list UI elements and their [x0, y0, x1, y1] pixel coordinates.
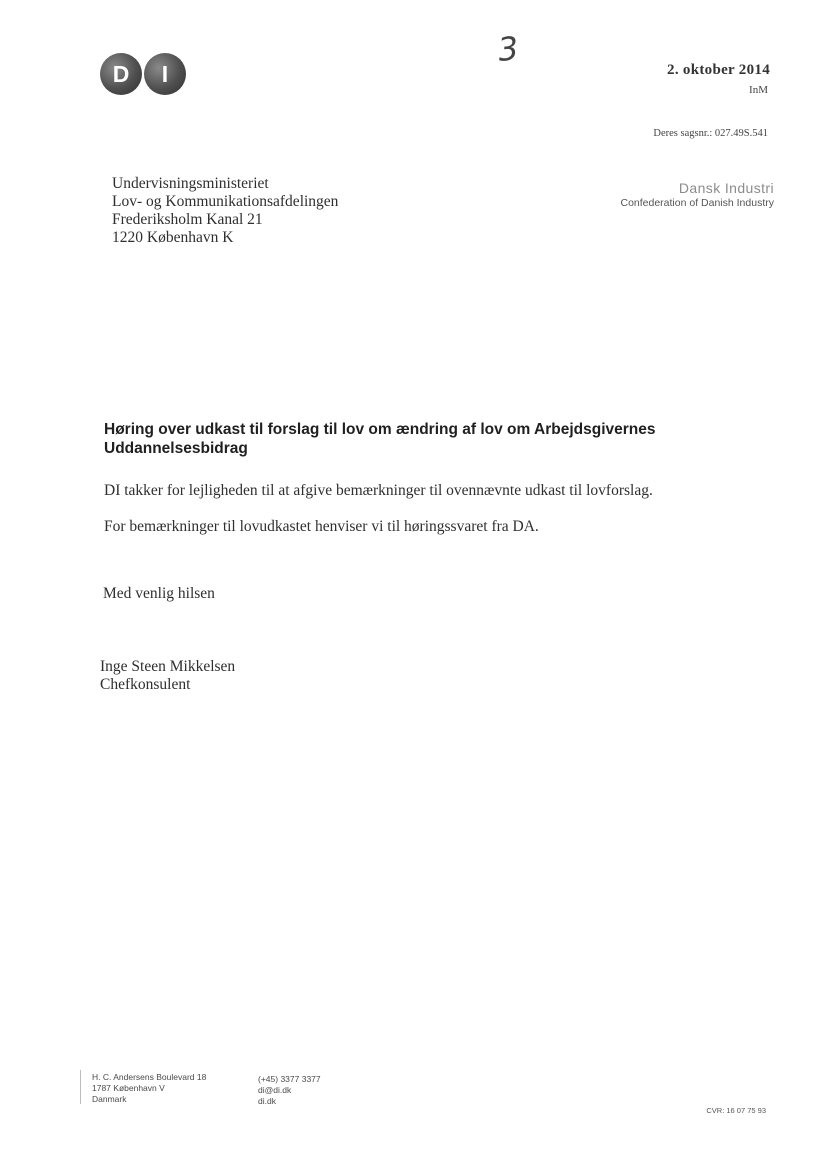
- cvr-number: CVR: 16 07 75 93: [706, 1106, 766, 1115]
- sender-initials: InM: [749, 84, 768, 96]
- body-paragraph: DI takker for lejligheden til at afgive bemærkninger til ovennævnte udkast til lovforslag.: [104, 482, 653, 499]
- footer-address-line: 1787 København V: [92, 1083, 165, 1093]
- signatory-name: Inge Steen Mikkelsen: [100, 658, 236, 675]
- footer-address: [92, 1072, 206, 1105]
- body-paragraph: For bemærkninger til lovudkastet henviser vi til høringssvaret fra DA.: [104, 518, 539, 535]
- footer-email: di@di.dk: [258, 1085, 292, 1095]
- address-line: 1220 København K: [112, 229, 234, 246]
- closing-greeting: Med venlig hilsen: [103, 585, 215, 602]
- address-line: Undervisningsministeriet: [112, 175, 269, 192]
- footer-phone: (+45) 3377 3377: [258, 1074, 321, 1084]
- address-line: Lov- og Kommunikationsafdelingen: [112, 193, 339, 210]
- address-line: Frederiksholm Kanal 21: [112, 211, 263, 228]
- footer-contact: [258, 1074, 321, 1107]
- logo-disc-d: D: [100, 53, 142, 95]
- organization-subtitle: Confederation of Danish Industry: [620, 197, 774, 209]
- footer-address-line: H. C. Andersens Boulevard 18: [92, 1072, 207, 1082]
- recipient-address: [112, 175, 338, 247]
- organization-block: [620, 180, 774, 209]
- footer-address-line: Danmark: [92, 1094, 127, 1104]
- di-logo: [100, 53, 188, 97]
- organization-name: Dansk Industri: [678, 180, 774, 196]
- letter-subject: Høring over udkast til forslag til lov om ændring af lov om Arbejdsgivernes Uddannelsesbidrag: [104, 421, 656, 457]
- letter-date: 2. oktober 2014: [667, 62, 770, 78]
- footer-divider: [80, 1070, 81, 1104]
- signatory-title: Chefkonsulent: [100, 676, 191, 693]
- handwritten-page-number: 3: [496, 29, 521, 69]
- case-reference: Deres sagsnr.: 027.49S.541: [653, 128, 768, 139]
- logo-disc-i: I: [144, 53, 186, 95]
- footer-website: di.dk: [258, 1096, 276, 1106]
